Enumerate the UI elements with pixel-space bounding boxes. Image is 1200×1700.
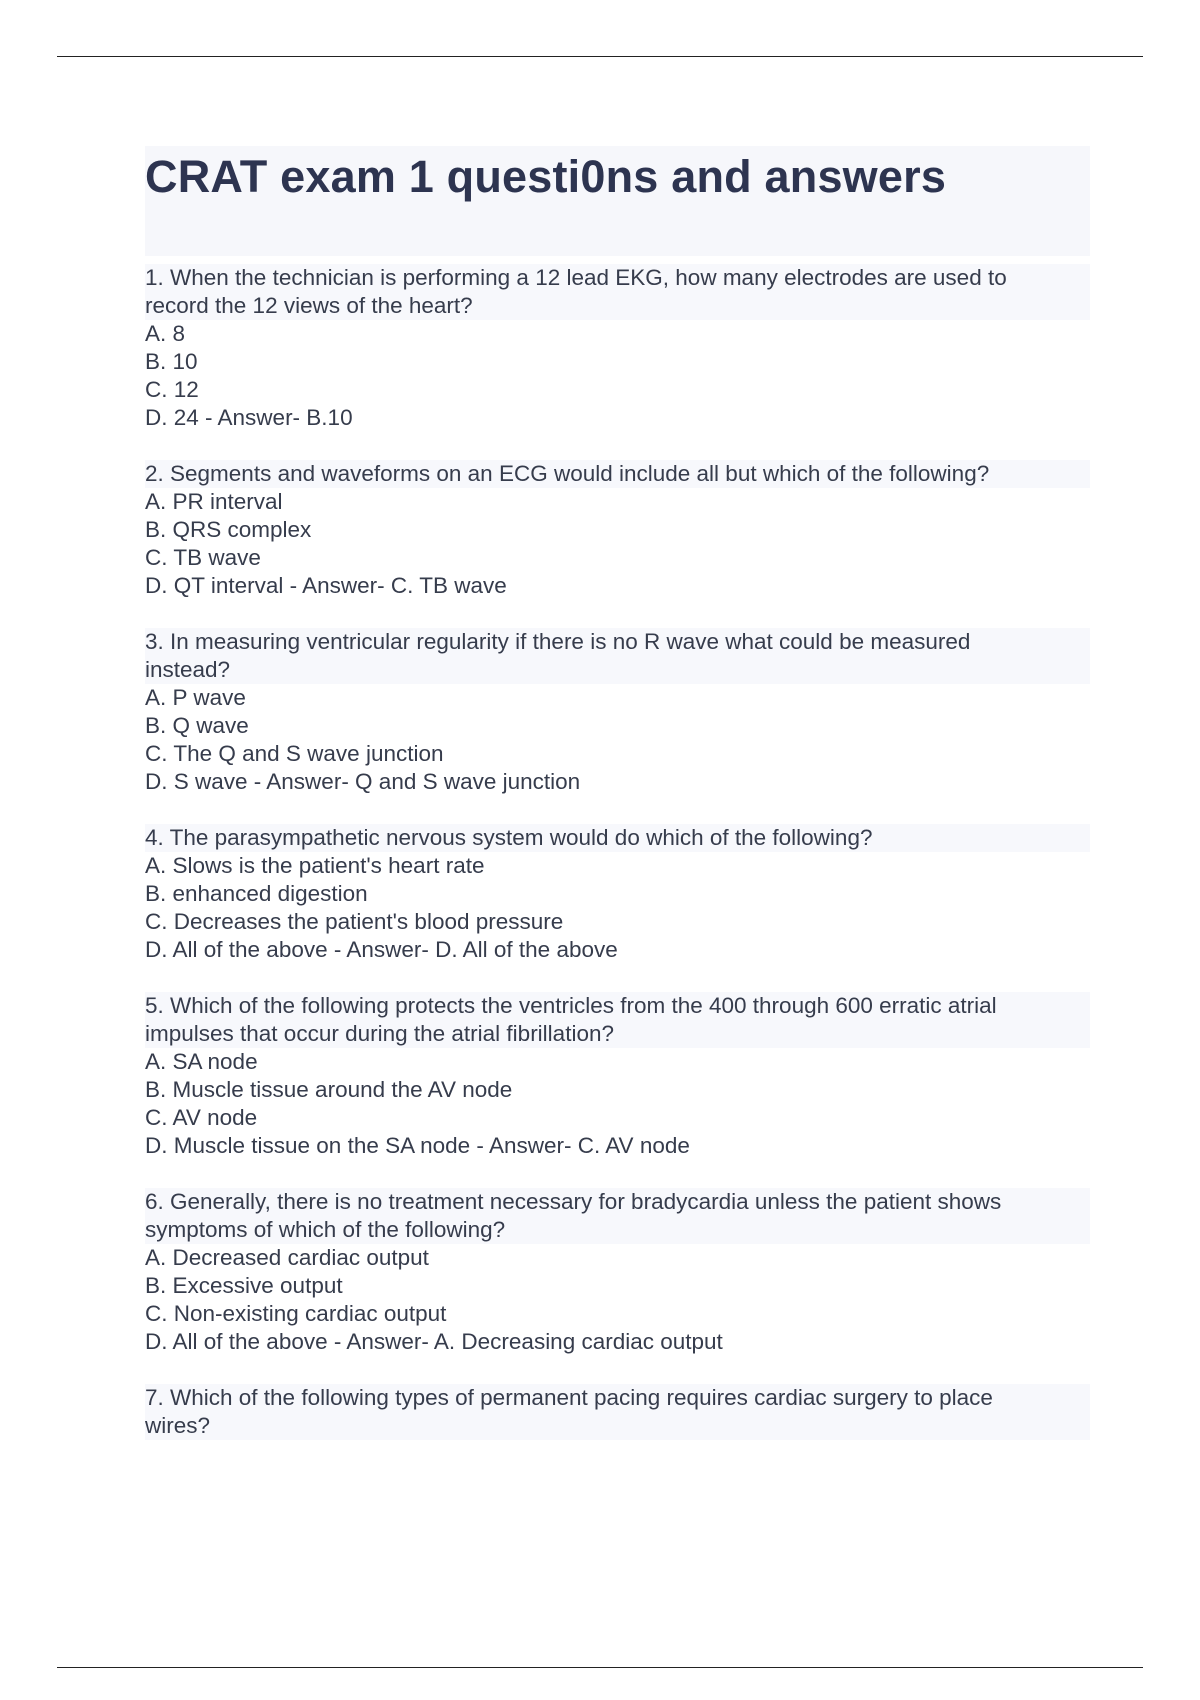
option-c: C. Decreases the patient's blood pressure: [145, 909, 564, 934]
question-line: wires?: [145, 1412, 1090, 1440]
question-line: impulses that occur during the atrial fibrillation?: [145, 1020, 1090, 1048]
option-a: A. Slows is the patient's heart rate: [145, 853, 485, 878]
question-list: [145, 264, 1090, 1440]
option-a: A. Decreased cardiac output: [145, 1245, 429, 1270]
option-c: C. 12: [145, 377, 199, 402]
option-c: C. The Q and S wave junction: [145, 741, 444, 766]
question-3: [145, 628, 1090, 796]
question-text: [145, 264, 1090, 320]
option-c: C. Non-existing cardiac output: [145, 1301, 447, 1326]
option-a: A. P wave: [145, 685, 246, 710]
question-line: symptoms of which of the following?: [145, 1216, 1090, 1244]
question-6: [145, 1188, 1090, 1356]
question-4: [145, 824, 1090, 964]
option-d-answer: D. All of the above - Answer- D. All of the above: [145, 937, 618, 962]
option-a: A. SA node: [145, 1049, 258, 1074]
question-line: 5. Which of the following protects the ventricles from the 400 through 600 erratic atrial: [145, 992, 1090, 1020]
question-text: [145, 1188, 1090, 1244]
top-rule: [57, 56, 1143, 57]
question-line: record the 12 views of the heart?: [145, 292, 1090, 320]
option-c: C. TB wave: [145, 545, 261, 570]
option-d-answer: D. S wave - Answer- Q and S wave junction: [145, 769, 581, 794]
option-d-answer: D. QT interval - Answer- C. TB wave: [145, 573, 507, 598]
option-a: A. PR interval: [145, 489, 283, 514]
option-c: C. AV node: [145, 1105, 258, 1130]
question-line: 4. The parasympathetic nervous system would do which of the following?: [145, 824, 1090, 852]
option-b: B. Muscle tissue around the AV node: [145, 1077, 513, 1102]
option-d-answer: D. All of the above - Answer- A. Decreasing cardiac output: [145, 1329, 723, 1354]
option-b: B. QRS complex: [145, 517, 312, 542]
question-line: 1. When the technician is performing a 12 lead EKG, how many electrodes are used to: [145, 264, 1090, 292]
option-b: B. 10: [145, 349, 198, 374]
title-block: [145, 146, 1090, 256]
option-d-answer: D. Muscle tissue on the SA node - Answer- C. AV node: [145, 1133, 690, 1158]
question-1: [145, 264, 1090, 432]
question-line: 6. Generally, there is no treatment necessary for bradycardia unless the patient shows: [145, 1188, 1090, 1216]
option-a: A. 8: [145, 321, 186, 346]
question-text: [145, 460, 1090, 488]
question-5: [145, 992, 1090, 1160]
option-b: B. Q wave: [145, 713, 249, 738]
question-line: 3. In measuring ventricular regularity if there is no R wave what could be measured: [145, 628, 1090, 656]
document-title: CRAT exam 1 questi0ns and answers: [145, 151, 947, 202]
option-b: B. enhanced digestion: [145, 881, 368, 906]
document-page: [145, 146, 1090, 1468]
question-2: [145, 460, 1090, 600]
question-line: 2. Segments and waveforms on an ECG would include all but which of the following?: [145, 460, 1090, 488]
question-text: [145, 628, 1090, 684]
question-line: instead?: [145, 656, 1090, 684]
question-text: [145, 824, 1090, 852]
question-line: 7. Which of the following types of permanent pacing requires cardiac surgery to place: [145, 1384, 1090, 1412]
bottom-rule: [57, 1667, 1143, 1668]
question-7: [145, 1384, 1090, 1440]
option-b: B. Excessive output: [145, 1273, 343, 1298]
option-d-answer: D. 24 - Answer- B.10: [145, 405, 353, 430]
question-text: [145, 1384, 1090, 1440]
question-text: [145, 992, 1090, 1048]
